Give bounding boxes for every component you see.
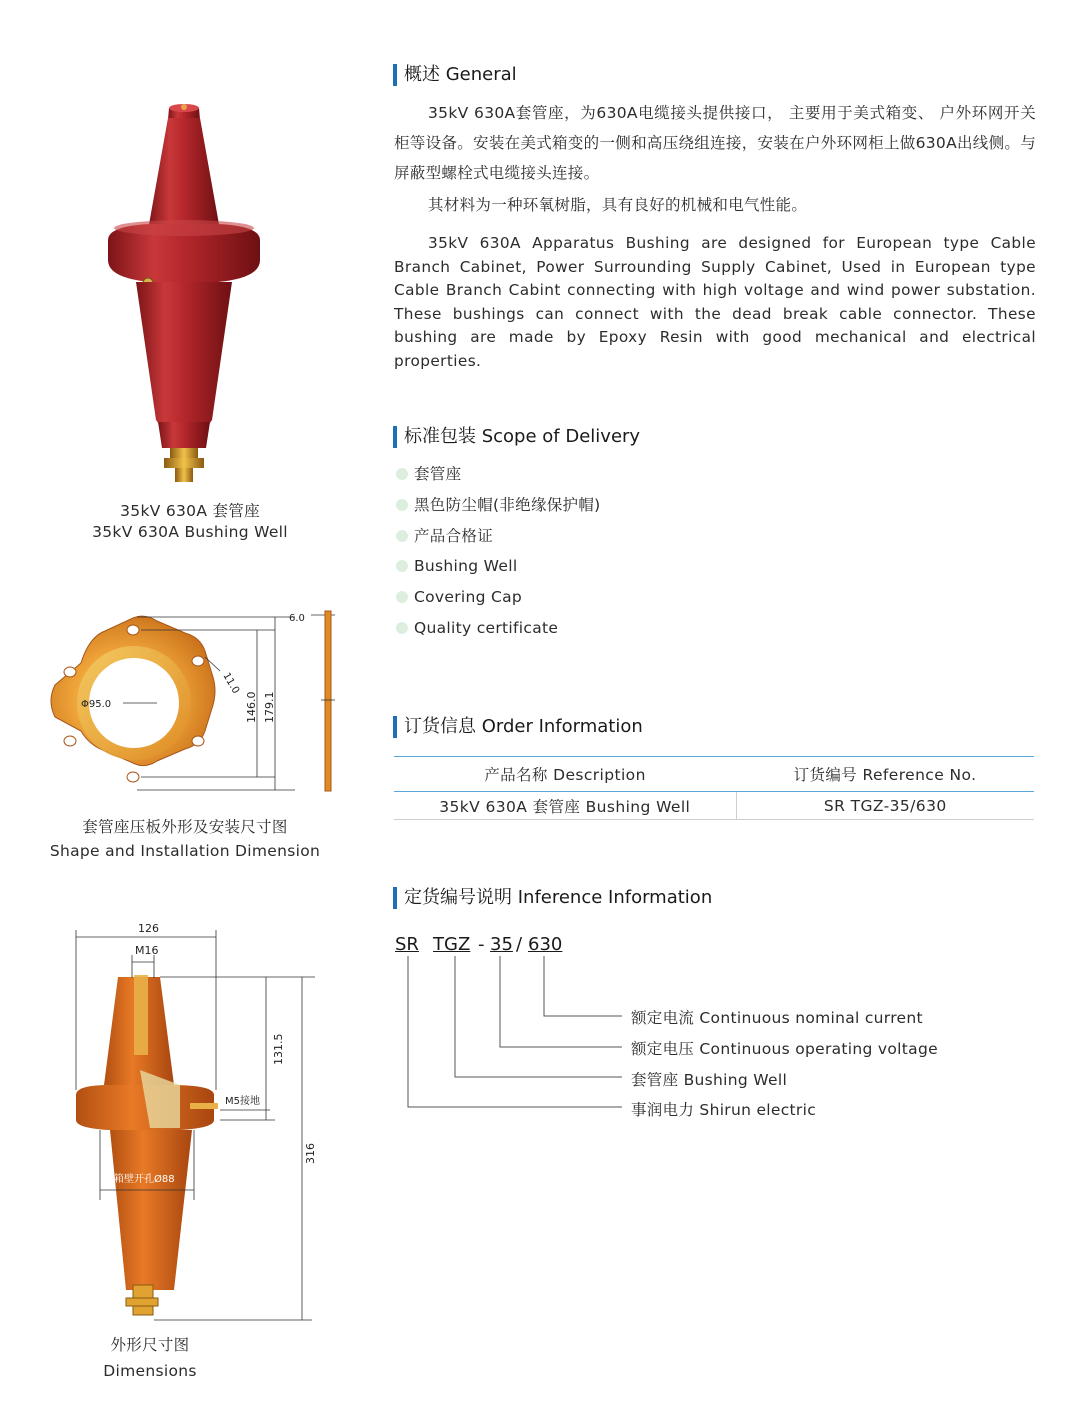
code-part-tgz: TGZ	[433, 934, 471, 955]
general-en-paragraph: 35kV 630A Apparatus Bushing are designed for European type Cable Branch Cabinet, Power Surrounding Supply Cabinet, Used in European type Cable Branch Cabint connecting with high voltage and wind power substation. These bushings can connect with the dead break cable connector. These bushing are made by Epoxy Resin with good mechanical and electrical properties.	[394, 234, 1036, 370]
dim-upper-height: 131.5	[272, 1033, 285, 1065]
list-item: Quality certificate	[396, 613, 601, 644]
dim-thread: M16	[135, 944, 159, 957]
plate-caption-cn: 套管座压板外形及安装尺寸图	[82, 818, 288, 836]
dim-total-height: 316	[304, 1143, 317, 1164]
legend-current: 额定电流 Continuous nominal current	[631, 1009, 923, 1027]
general-cn-paragraph-2: 其材料为一种环氧树脂，具有良好的机械和电气性能。	[428, 196, 808, 214]
list-item: 黑色防尘帽(非绝缘保护帽)	[396, 490, 601, 521]
dim-inner: 146.0	[245, 691, 258, 723]
bushing-product-image	[100, 100, 270, 485]
code-sep-slash: /	[516, 934, 523, 955]
general-cn-paragraph-1: 35kV 630A套管座，为630A电缆接头提供接口， 主要用于美式箱变、 户外环网开关柜等设备。安装在美式箱变的一侧和高压绕组连接，安装在户外环网柜上做630A出线侧。与屏蔽型螺栓式电缆接头连接。	[394, 104, 1036, 182]
dimension-drawing	[70, 920, 330, 1335]
dim-thick: 6.0	[289, 613, 305, 624]
plate-caption-en: Shape and Installation Dimension	[49, 842, 321, 860]
dim-phi: Φ95.0	[81, 699, 112, 710]
legend-company: 事润电力 Shirun electric	[631, 1101, 817, 1119]
code-part-630: 630	[528, 934, 563, 955]
product-caption-en: 35kV 630A Bushing Well	[92, 523, 288, 541]
dim-caption-cn: 外形尺寸图	[110, 1336, 190, 1354]
code-part-35: 35	[490, 934, 513, 955]
dim-width: 126	[138, 922, 159, 935]
cell-reference: SR TGZ-35/630	[736, 792, 1034, 820]
legend-voltage: 额定电压 Continuous operating voltage	[631, 1040, 938, 1058]
cell-description: 35kV 630A 套管座 Bushing Well	[394, 792, 736, 820]
list-item: Bushing Well	[396, 551, 601, 582]
order-title: 订货信息 Order Information	[393, 716, 643, 738]
col-reference-header: 订货编号 Reference No.	[736, 757, 1034, 792]
dim-hole: 11.0	[220, 671, 242, 696]
product-caption-cn: 35kV 630A 套管座	[120, 502, 260, 520]
scope-title: 标准包装 Scope of Delivery	[393, 426, 640, 448]
dim-caption-en: Dimensions	[103, 1362, 197, 1380]
dim-ground: M5接地	[225, 1096, 260, 1107]
code-sep-dash: -	[478, 934, 485, 955]
legend-bushing: 套管座 Bushing Well	[631, 1071, 788, 1089]
list-item: 套管座	[396, 459, 601, 490]
list-item: Covering Cap	[396, 582, 601, 613]
general-title: 概述 General	[393, 64, 517, 86]
dim-outer: 179.1	[263, 691, 276, 723]
list-item: 产品合格证	[396, 521, 601, 552]
plate-drawing	[45, 605, 345, 800]
inference-title: 定货编号说明 Inference Information	[393, 887, 712, 909]
col-description-header: 产品名称 Description	[394, 757, 736, 792]
dim-hole-88: 箱壁开孔Ø88	[114, 1174, 175, 1185]
code-part-sr: SR	[395, 934, 419, 955]
